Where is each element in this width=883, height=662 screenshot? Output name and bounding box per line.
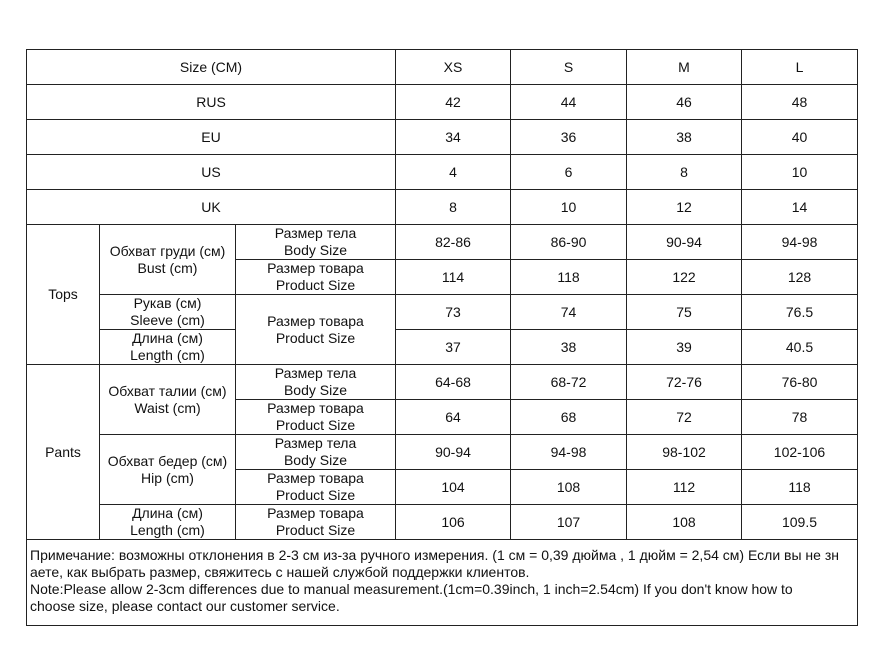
- product-size-en: Product Size: [275, 417, 356, 433]
- product-size-ru: Размер товара: [267, 400, 364, 416]
- table-cell: 6: [511, 155, 627, 190]
- table-cell: 118: [742, 470, 858, 505]
- product-size-en: Product Size: [275, 522, 356, 538]
- measurement-note: [27, 540, 858, 626]
- table-cell: 46: [627, 85, 742, 120]
- table-cell: 90-94: [627, 225, 742, 260]
- product-size-en: Product Size: [275, 329, 356, 346]
- table-cell: 64-68: [396, 365, 511, 400]
- table-cell: 78: [742, 400, 858, 435]
- table-cell: 36: [511, 120, 627, 155]
- sleeve-label-en: Sleeve (cm): [130, 312, 205, 328]
- table-cell: 107: [511, 505, 627, 540]
- table-header-row: [27, 50, 858, 85]
- table-cell: 106: [396, 505, 511, 540]
- row-label-rus: RUS: [27, 85, 396, 120]
- size-header-label: Size (CM): [27, 50, 396, 85]
- sleeve-measure-label: [100, 295, 236, 330]
- table-cell: 37: [396, 330, 511, 365]
- bust-label-en: Bust (cm): [137, 259, 198, 276]
- row-label-eu: EU: [27, 120, 396, 155]
- table-cell: 128: [742, 260, 858, 295]
- table-cell: 86-90: [511, 225, 627, 260]
- body-size-label: [236, 435, 396, 470]
- waist-measure-label: [100, 365, 236, 435]
- table-cell: 118: [511, 260, 627, 295]
- table-cell: 42: [396, 85, 511, 120]
- size-header-m: M: [627, 50, 742, 85]
- hip-label-en: Hip (cm): [141, 469, 194, 486]
- waist-label-en: Waist (cm): [134, 399, 201, 416]
- row-label-uk: UK: [27, 190, 396, 225]
- pants-hip-body-row: [27, 435, 858, 470]
- table-cell: 64: [396, 400, 511, 435]
- table-cell: 114: [396, 260, 511, 295]
- pants-section-label: Pants: [27, 365, 100, 540]
- size-header-xs: XS: [396, 50, 511, 85]
- table-cell: 108: [511, 470, 627, 505]
- table-cell: 82-86: [396, 225, 511, 260]
- tops-section-label: Tops: [27, 225, 100, 365]
- product-size-en: Product Size: [275, 487, 356, 503]
- tops-bust-body-row: [27, 225, 858, 260]
- pants-length-row: [27, 505, 858, 540]
- uk-row: [27, 190, 858, 225]
- table-cell: 72: [627, 400, 742, 435]
- table-cell: 48: [742, 85, 858, 120]
- table-cell: 76.5: [742, 295, 858, 330]
- row-label-us: US: [27, 155, 396, 190]
- bust-label-ru: Обхват груди (см): [109, 242, 226, 259]
- table-cell: 73: [396, 295, 511, 330]
- pants-waist-body-row: [27, 365, 858, 400]
- table-cell: 72-76: [627, 365, 742, 400]
- table-cell: 10: [742, 155, 858, 190]
- length-label-ru: Длина (см): [132, 505, 203, 521]
- table-cell: 12: [627, 190, 742, 225]
- body-size-label: [236, 365, 396, 400]
- body-size-en: Body Size: [283, 382, 348, 398]
- table-cell: 98-102: [627, 435, 742, 470]
- table-cell: 68: [511, 400, 627, 435]
- product-size-label: [236, 470, 396, 505]
- table-cell: 112: [627, 470, 742, 505]
- length-label-ru: Длина (см): [132, 330, 203, 346]
- size-header-s: S: [511, 50, 627, 85]
- table-cell: 94-98: [511, 435, 627, 470]
- product-size-label: [236, 400, 396, 435]
- product-size-label: [236, 505, 396, 540]
- rus-row: [27, 85, 858, 120]
- table-cell: 14: [742, 190, 858, 225]
- tops-length-row: [27, 330, 858, 365]
- length-measure-label: [100, 505, 236, 540]
- size-header-l: L: [742, 50, 858, 85]
- product-size-ru: Размер товара: [267, 470, 364, 486]
- note-row: [27, 540, 858, 626]
- body-size-ru: Размер тела: [274, 435, 357, 451]
- product-size-ru: Размер товара: [267, 505, 364, 521]
- table-cell: 10: [511, 190, 627, 225]
- tops-sleeve-row: [27, 295, 858, 330]
- length-label-en: Length (cm): [130, 522, 205, 538]
- length-label-en: Length (cm): [130, 347, 205, 363]
- body-size-ru: Размер тела: [274, 225, 357, 241]
- table-cell: 34: [396, 120, 511, 155]
- body-size-en: Body Size: [283, 242, 348, 258]
- table-cell: 74: [511, 295, 627, 330]
- table-cell: 38: [511, 330, 627, 365]
- table-cell: 122: [627, 260, 742, 295]
- hip-measure-label: [100, 435, 236, 505]
- table-cell: 102-106: [742, 435, 858, 470]
- table-cell: 68-72: [511, 365, 627, 400]
- note-ru-line-2: аете, как выбрать размер, свяжитесь с нашей службой поддержки клиентов.: [30, 564, 530, 580]
- table-cell: 39: [627, 330, 742, 365]
- bust-measure-label: [100, 225, 236, 295]
- table-cell: 75: [627, 295, 742, 330]
- table-cell: 8: [627, 155, 742, 190]
- note-en-line-2: choose size, please contact our customer service.: [30, 598, 340, 614]
- eu-row: [27, 120, 858, 155]
- table-cell: 40.5: [742, 330, 858, 365]
- table-cell: 109.5: [742, 505, 858, 540]
- table-cell: 104: [396, 470, 511, 505]
- body-size-ru: Размер тела: [274, 365, 357, 381]
- table-cell: 108: [627, 505, 742, 540]
- sleeve-label-ru: Рукав (см): [133, 295, 202, 311]
- size-chart-table: [26, 49, 858, 626]
- waist-label-ru: Обхват талии (см): [108, 382, 227, 399]
- table-cell: 40: [742, 120, 858, 155]
- product-size-label: [236, 260, 396, 295]
- note-en-line-1: Note:Please allow 2-3cm differences due to manual measurement.(1cm=0.39inch, 1 inch=2.54cm) If you don't know how to: [30, 581, 793, 597]
- product-size-label: [236, 295, 396, 365]
- table-cell: 44: [511, 85, 627, 120]
- table-cell: 76-80: [742, 365, 858, 400]
- table-cell: 94-98: [742, 225, 858, 260]
- product-size-en: Product Size: [275, 277, 356, 293]
- body-size-en: Body Size: [283, 452, 348, 468]
- hip-label-ru: Обхват бедер (см): [107, 452, 228, 469]
- product-size-ru: Размер товара: [267, 312, 364, 329]
- table-cell: 90-94: [396, 435, 511, 470]
- table-cell: 4: [396, 155, 511, 190]
- body-size-label: [236, 225, 396, 260]
- us-row: [27, 155, 858, 190]
- table-cell: 8: [396, 190, 511, 225]
- note-ru-line-1: Примечание: возможны отклонения в 2-3 см из-за ручного измерения. (1 см = 0,39 дюйма , 1 дюйм = 2,54 см) Если вы не зн: [30, 547, 839, 563]
- length-measure-label: [100, 330, 236, 365]
- table-cell: 38: [627, 120, 742, 155]
- product-size-ru: Размер товара: [267, 260, 364, 276]
